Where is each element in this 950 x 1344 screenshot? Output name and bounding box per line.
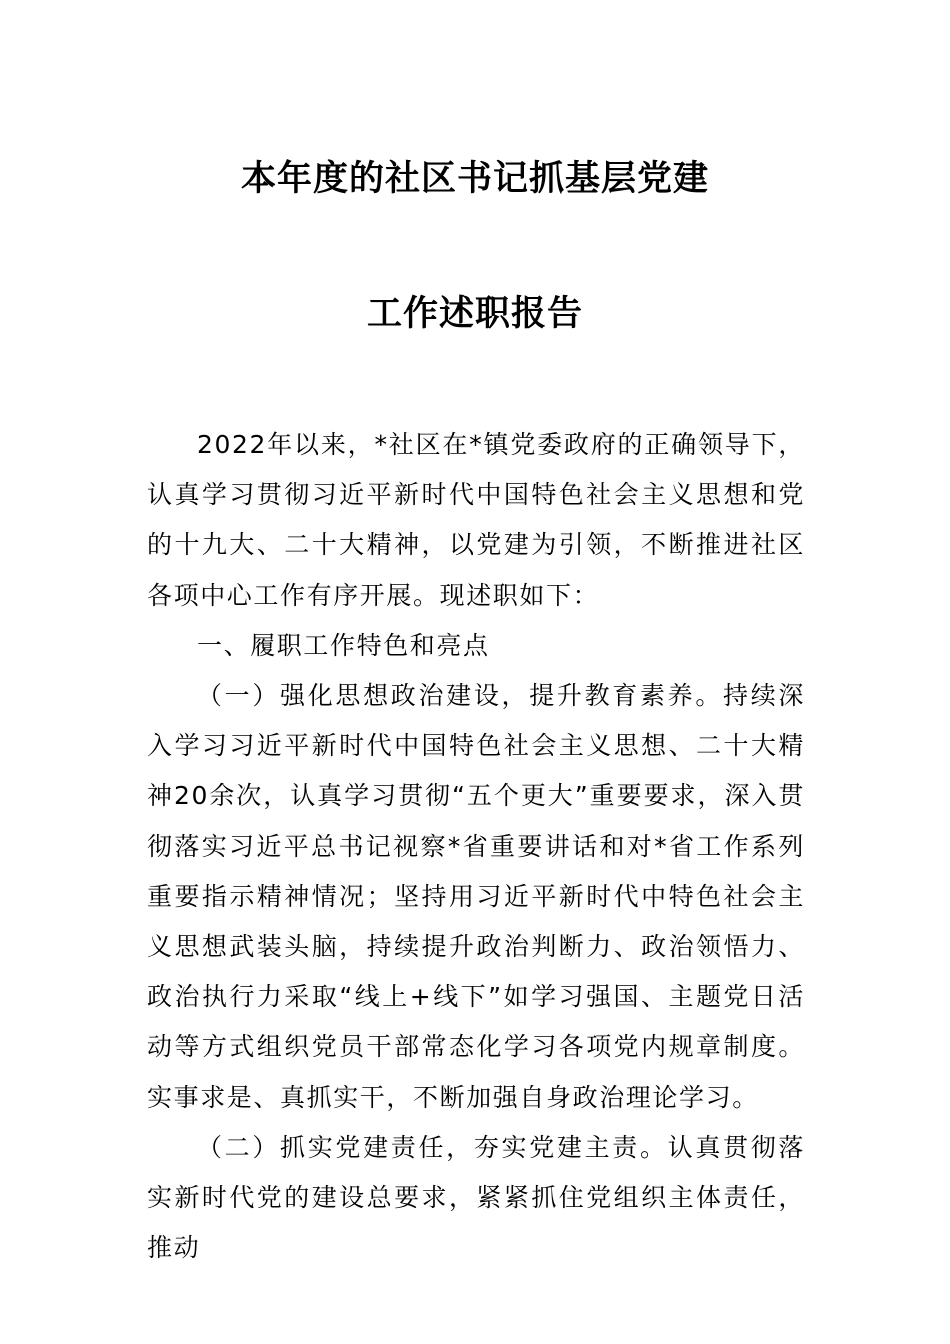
document-body (147, 420, 805, 1273)
document-title-line-2: 工作述职报告 (366, 294, 583, 334)
subsection-paragraph-2: （二）抓实党建责任，夯实党建主责。认真贯彻落实新时代党的建设总要求，紧紧抓住党组织主体责任，推动 (147, 1132, 805, 1263)
section-heading: 一、履职工作特色和亮点 (197, 630, 490, 660)
subsection-paragraph-1: （一）强化思想政治建设，提升教育素养。持续深入学习习近平新时代中国特色社会主义思想、二十大精神20余次，认真学习贯彻“五个更大”重要要求，深入贯彻落实习近平总书记视察*省重要讲话和对*省工作系列重要指示精神情况；坚持用习近平新时代中特色社会主义思想武装头脑，持续提升政治判断力、政治领悟力、政治执行力采取“线上+线下”如学习强国、主题党日活动等方式组织党员干部常态化学习各项党内规章制度。实事求是、真抓实干，不断加强自身政治理论学习。 (147, 681, 805, 1112)
intro-paragraph: 2022年以来，*社区在*镇党委政府的正确领导下，认真学习贯彻习近平新时代中国特色社会主义思想和党的十九大、二十大精神，以党建为引领，不断推进社区各项中心工作有序开展。现述职如下： (147, 430, 805, 610)
document-title-line-1: 本年度的社区书记抓基层党建 (240, 159, 709, 199)
